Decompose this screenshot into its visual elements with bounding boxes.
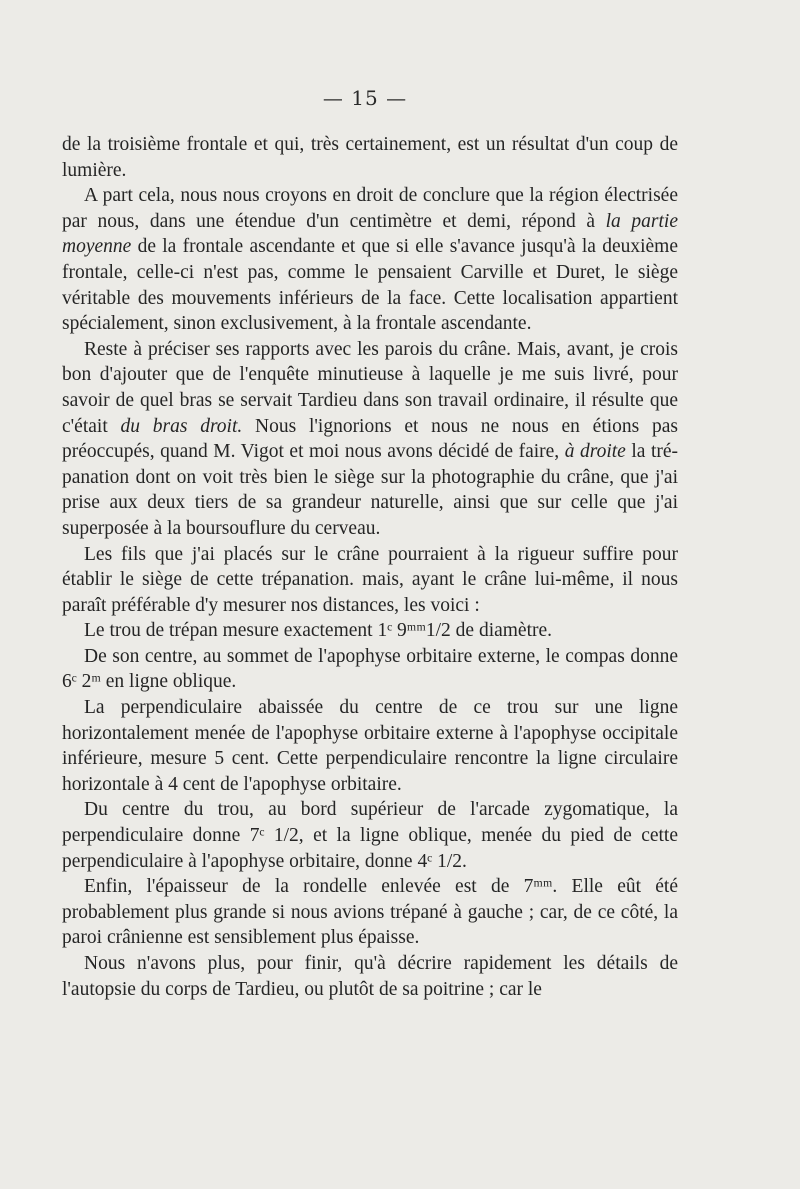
paragraph-p5 — [62, 618, 678, 644]
text-segment: de la frontale ascendante et que si elle s'avance jusqu'à la deuxième frontale, celle-ci n'est pas, comme le pensaient Carville et Duret, le siège véritable des mouvements inférieurs de la face. Cette localisation appartient spécialement, sinon exclusivement, à la frontale ascendante. — [62, 236, 678, 335]
paragraph-p2 — [62, 183, 678, 337]
text-segment: A part cela, nous nous croyons en droit de conclure que la région électrisée par nous, dans une étendue d'un centimètre et demi, répond à — [62, 185, 678, 232]
text-segment: Nous n'avons plus, pour finir, qu'à décrire rapidement les détails de l'autopsie du corps de Tardieu, ou plutôt de sa poitrine ; car le — [62, 953, 678, 1000]
italic-text: à droite — [564, 441, 626, 463]
text-segment: Enfin, l'épaisseur de la rondelle enlevée est de 7ᵐᵐ. Elle eût été probablement plus grande si nous avions trépané à gauche ; car, de ce côté, la paroi crânienne est sensiblement plus épaisse. — [62, 876, 678, 949]
text-segment: Nous l'ignorions et nous ne nous en étions pas préoccupés, quand M. Vigot et moi nous avons décidé de faire, — [62, 415, 679, 463]
text-segment: De son centre, au sommet de l'apophyse orbitaire externe, le compas donne 6ᶜ 2ᵐ en ligne oblique. — [62, 645, 678, 693]
italic-text: du bras droit. — [120, 415, 243, 437]
text-segment: la trépanation dont on voit très bien le siège sur la photographie du crâne, que j'ai prise aux deux tiers de sa grandeur naturelle, ainsi que sur celle que j'ai superposée à la boursouflure du cerveau. — [62, 441, 679, 539]
text-segment: La perpendiculaire abaissée du centre de ce trou sur une ligne horizontalement menée de l'apophyse orbitaire externe à l'apophyse occipitale inférieure, mesure 5 cent. Cette perpendiculaire rencontre la ligne circulaire horizontale à 4 cent de l'apophyse orbitaire. — [62, 697, 678, 795]
paragraph-p10 — [62, 951, 678, 1002]
paragraph-p1 — [62, 132, 678, 183]
page-body-text — [62, 132, 678, 1002]
text-segment: Reste à préciser ses rapports avec les parois du crâne. Mais, avant, je crois bon d'ajouter que de l'enquête minutieuse à laquelle je me suis livré, pour savoir de quel bras se servait Tardieu dans son travail ordinaire, il résulte que c'était — [62, 338, 678, 437]
text-segment: de la troisième frontale et qui, très certainement, est un résultat d'un coup de lumière. — [62, 134, 678, 181]
italic-text: la partie moyenne — [62, 210, 678, 258]
paragraph-p7 — [62, 695, 678, 797]
paragraph-p4 — [62, 542, 678, 619]
paragraph-p9 — [62, 874, 678, 951]
text-segment: Le trou de trépan mesure exactement 1ᶜ 9ᵐᵐ1/2 de diamètre. — [84, 620, 553, 642]
text-segment: Du centre du trou, au bord supérieur de l'arcade zygomatique, la perpendiculaire donne 7ᶜ 1/2, et la ligne oblique, menée du pied de cette perpendiculaire à l'apophyse orbitaire, donne 4ᶜ 1/2. — [62, 799, 678, 872]
paragraph-p8 — [62, 797, 678, 874]
page-number: — 15 — — [322, 86, 408, 110]
paragraph-p3 — [62, 337, 678, 542]
paragraph-p6 — [62, 644, 678, 695]
text-segment: Les fils que j'ai placés sur le crâne pourraient à la rigueur suffire pour établir le siège de cette trépanation. mais, ayant le crâne lui-même, il nous paraît préférable d'y mesurer nos distances, les voici : — [62, 543, 678, 616]
